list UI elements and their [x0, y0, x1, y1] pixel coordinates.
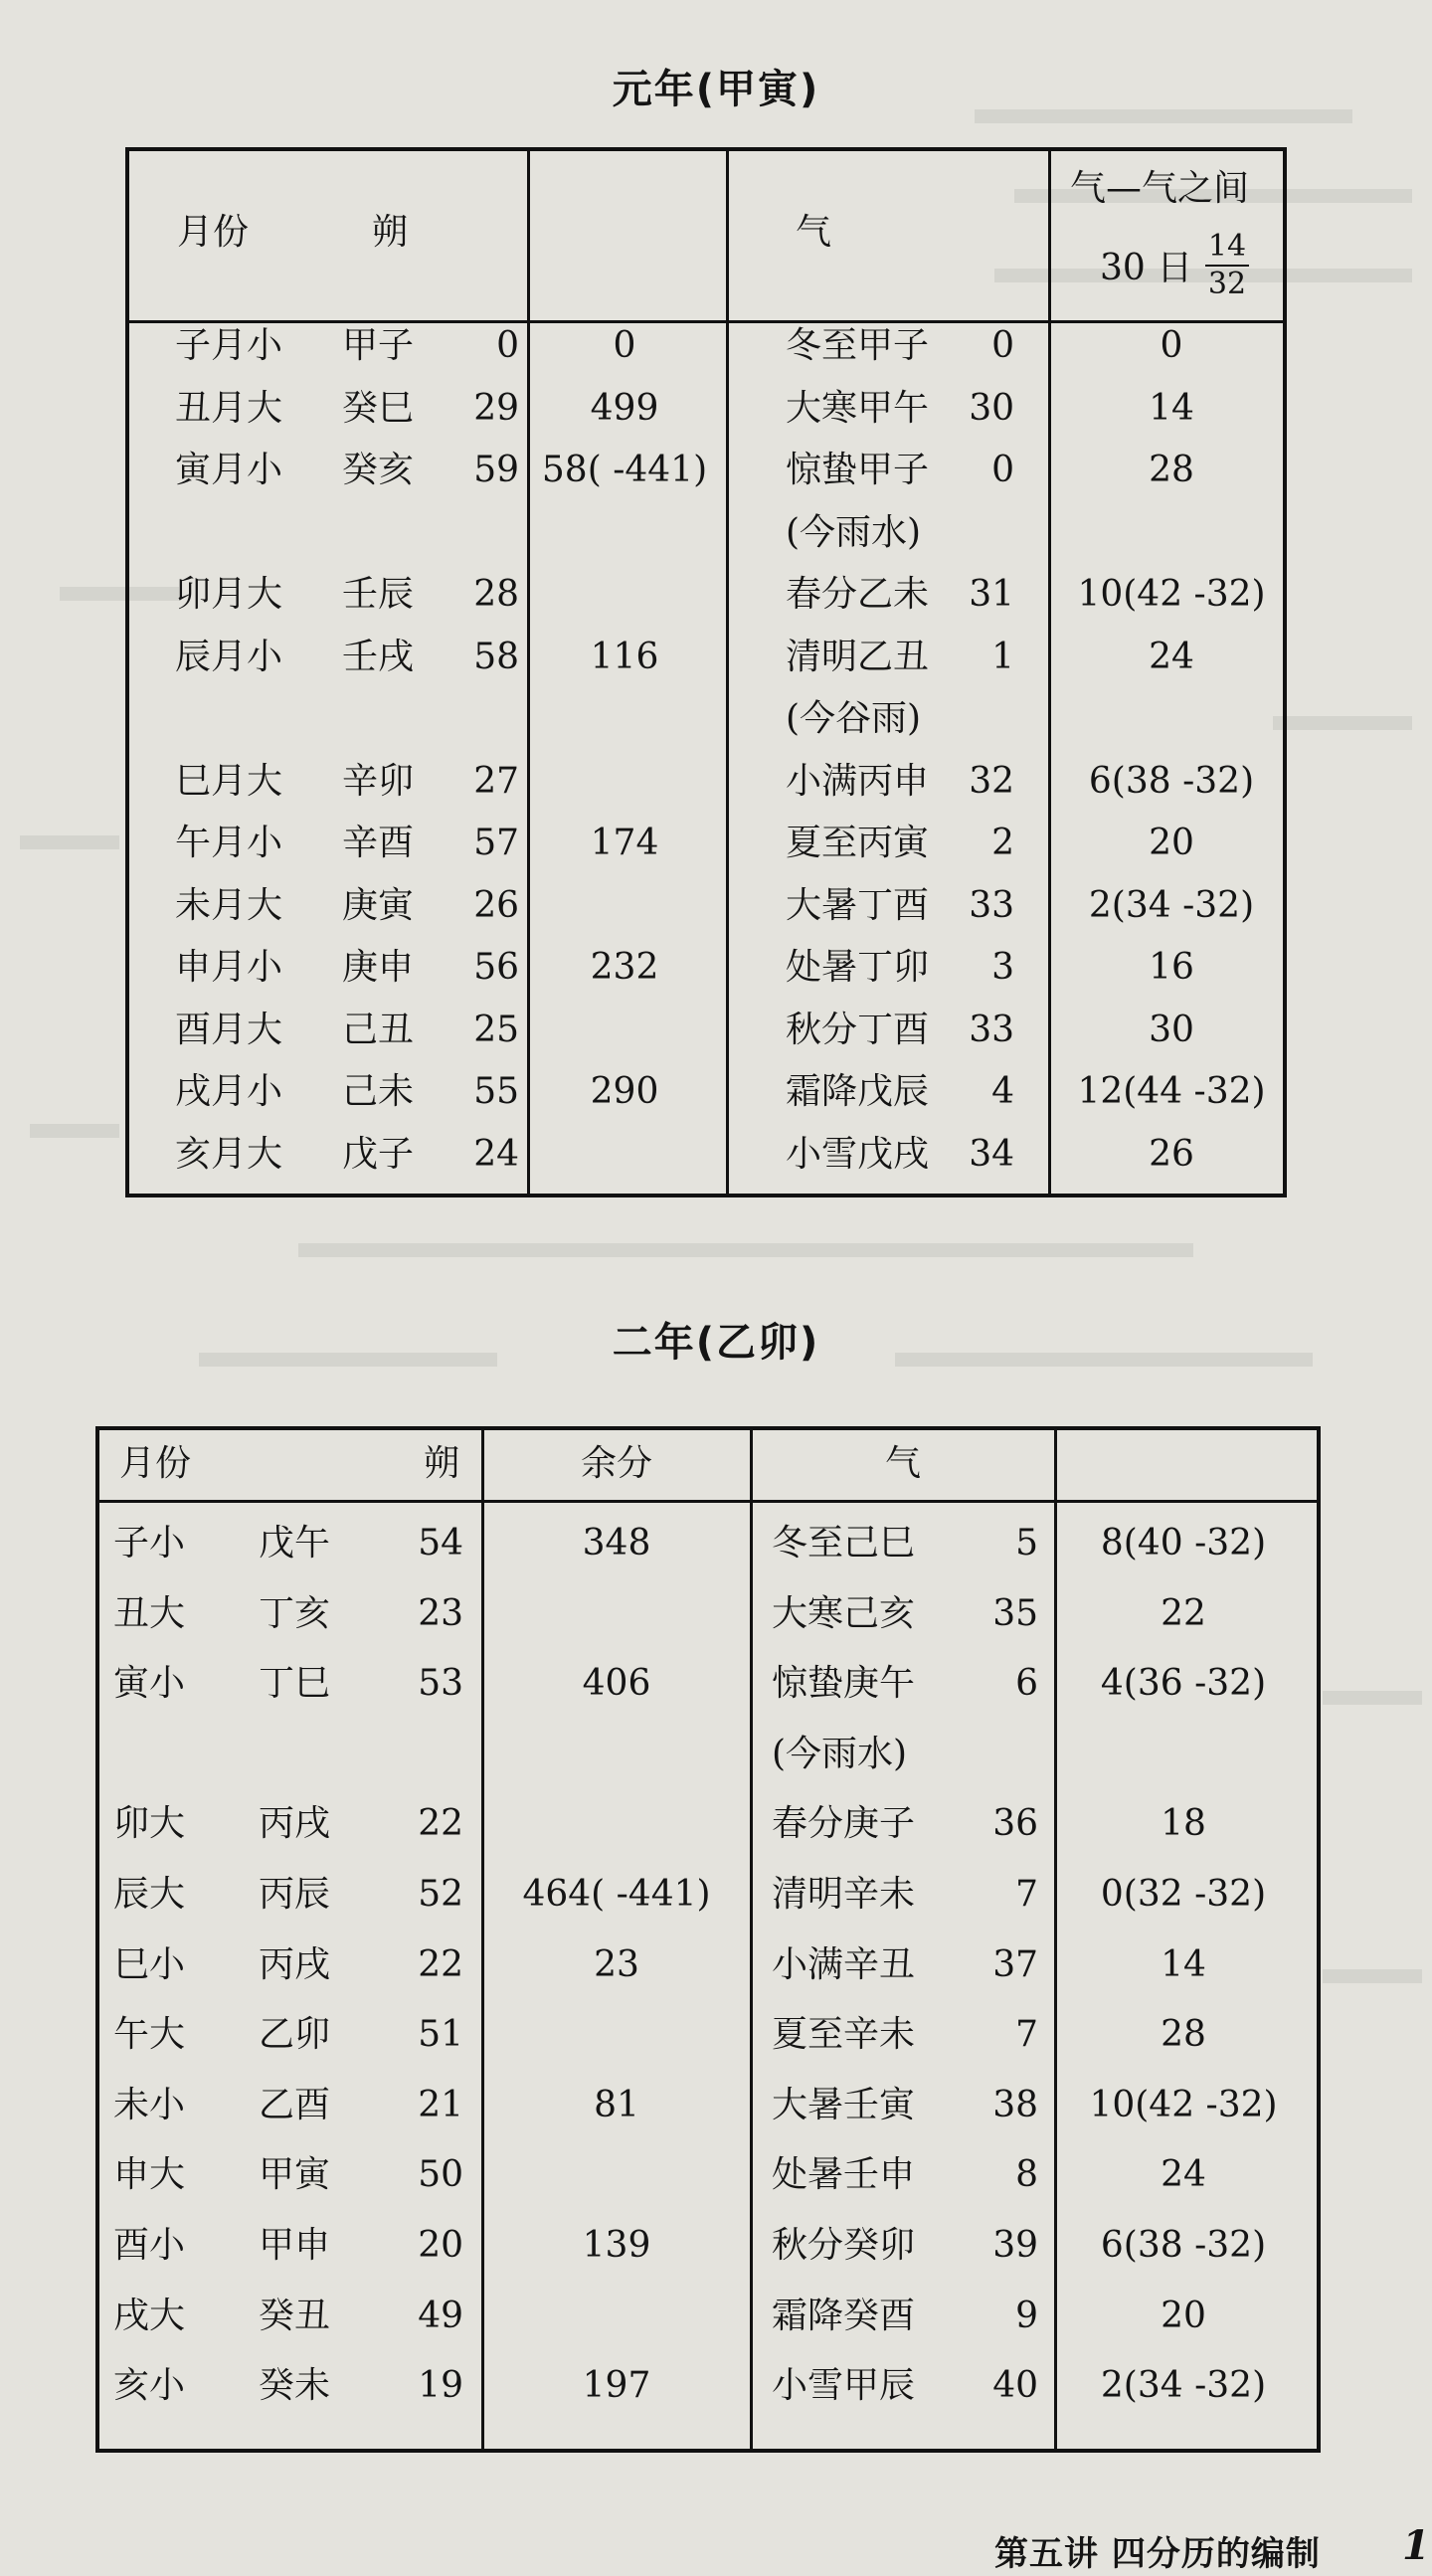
cell-qi-n: 32: [969, 760, 1014, 802]
cell-qi-n: 2: [991, 823, 1014, 863]
cell-shuo-n: 56: [473, 947, 519, 988]
cell-interval: 4(36 -32): [1100, 1663, 1267, 1705]
cell-qi: 冬至甲子: [786, 325, 930, 366]
cell-qi-n: 30: [969, 387, 1014, 429]
cell-shuo-gz: 戊子: [342, 1133, 415, 1175]
cell-qi-n: 0: [991, 325, 1014, 366]
cell-month: 卯月大: [175, 574, 283, 615]
cell-yufen: 174: [590, 823, 659, 863]
cell-qi-n: 38: [992, 2084, 1038, 2125]
cell-shuo-gz: 壬辰: [342, 574, 415, 615]
cell-interval: 0(32 -32): [1100, 1874, 1267, 1915]
cell-month: 申月小: [175, 947, 283, 988]
cell-shuo-n: 22: [418, 1803, 463, 1845]
cell-shuo-n: 52: [418, 1874, 463, 1915]
cell-shuo-gz: 庚申: [342, 947, 415, 988]
cell-shuo-n: 51: [418, 2014, 463, 2056]
table1: [125, 147, 1287, 1197]
cell-shuo-n: 54: [418, 1523, 463, 1564]
cell-month: 丑大: [113, 1592, 186, 1634]
cell-shuo-n: 53: [418, 1663, 463, 1705]
cell-qi: 大寒甲午: [786, 387, 930, 429]
cell-qi-n: 35: [992, 1592, 1038, 1634]
cell-qi: 大寒己亥: [772, 1592, 916, 1634]
cell-shuo-gz: 癸巳: [342, 387, 415, 429]
cell-yufen: 81: [594, 2084, 639, 2125]
cell-shuo-n: 28: [473, 574, 519, 615]
cell-qi: 冬至己巳: [772, 1523, 916, 1564]
header-interval-fraction: [1205, 231, 1249, 300]
col-divider: [481, 1430, 484, 2449]
cell-yufen: 23: [594, 1943, 639, 1985]
cell-shuo-gz: 癸未: [259, 2365, 331, 2407]
cell-qi: 大暑壬寅: [772, 2084, 916, 2125]
cell-interval: 22: [1161, 1592, 1206, 1634]
cell-shuo-n: 57: [473, 823, 519, 863]
cell-qi: 春分庚子: [772, 1803, 916, 1845]
header-month: 月份: [119, 1443, 192, 1484]
cell-qi: 小雪甲辰: [772, 2365, 916, 2407]
cell-shuo-gz: 辛酉: [342, 823, 415, 863]
cell-yufen: 464( -441): [522, 1874, 711, 1915]
cell-qi-n: 1: [991, 636, 1014, 677]
cell-qi: 夏至丙寅: [786, 823, 930, 863]
cell-yufen: 139: [582, 2225, 651, 2266]
cell-interval: 14: [1161, 1943, 1206, 1985]
cell-shuo-gz: 丙戌: [259, 1803, 331, 1845]
cell-qi: 霜降戊辰: [786, 1071, 930, 1112]
cell-qi: 霜降癸酉: [772, 2295, 916, 2336]
header-divider: [129, 320, 1283, 323]
cell-shuo-n: 24: [473, 1133, 519, 1175]
col-divider: [1054, 1430, 1057, 2449]
cell-month: 酉小: [113, 2225, 186, 2266]
cell-shuo-gz: 甲子: [342, 325, 415, 366]
cell-shuo-n: 58: [473, 636, 519, 677]
cell-shuo-n: 20: [418, 2225, 463, 2266]
cell-month: 午月小: [175, 823, 283, 863]
cell-shuo-gz: 丁巳: [259, 1663, 331, 1705]
header-shuo: 朔: [424, 1443, 460, 1484]
header-month: 月份: [177, 212, 250, 253]
cell-month: 丑月大: [175, 387, 283, 429]
cell-shuo-gz: 癸亥: [342, 450, 415, 490]
cell-interval: 20: [1161, 2295, 1206, 2336]
cell-month: 未月大: [175, 884, 283, 926]
cell-shuo-gz: 乙卯: [259, 2014, 331, 2056]
cell-shuo-n: 19: [418, 2365, 463, 2407]
cell-shuo-n: 0: [496, 325, 519, 366]
cell-qi: 秋分丁酉: [786, 1009, 930, 1050]
cell-qi-n: 39: [992, 2225, 1038, 2266]
cell-qi-n: 9: [1015, 2295, 1038, 2336]
cell-shuo-n: 26: [473, 884, 519, 926]
col-divider: [527, 151, 530, 1194]
table2-title: 二年(乙卯): [612, 1320, 820, 1366]
cell-shuo-gz: 丙辰: [259, 1874, 331, 1915]
cell-interval: 24: [1161, 2154, 1206, 2196]
cell-qi-n: 37: [992, 1943, 1038, 1985]
cell-interval: 6(38 -32): [1100, 2225, 1267, 2266]
cell-shuo-gz: 甲申: [259, 2225, 331, 2266]
cell-qi-n: 34: [969, 1133, 1014, 1175]
cell-qi: 处暑丁卯: [786, 947, 930, 988]
cell-interval: 18: [1161, 1803, 1206, 1845]
cell-shuo-gz: 癸丑: [259, 2295, 331, 2336]
cell-qi: 夏至辛未: [772, 2014, 916, 2056]
cell-qi-n: 33: [969, 1009, 1014, 1050]
cell-qi: 处暑壬申: [772, 2154, 916, 2196]
running-footer: 第五讲 四分历的编制: [994, 2534, 1321, 2574]
header-interval-days: 30 日: [1100, 248, 1193, 288]
cell-month: 戌月小: [175, 1071, 283, 1112]
cell-qi: 惊蛰甲子: [786, 450, 930, 490]
cell-qi-n: 36: [992, 1803, 1038, 1845]
fraction-numerator: 14: [1207, 229, 1247, 264]
cell-yufen: 232: [590, 947, 659, 988]
cell-qi: 大暑丁酉: [786, 884, 930, 926]
cell-month: 申大: [113, 2154, 186, 2196]
cell-yufen: 58( -441): [541, 450, 708, 490]
cell-interval: 2(34 -32): [1100, 2365, 1267, 2407]
cell-qi-n: 4: [991, 1071, 1014, 1112]
cell-month: 未小: [113, 2084, 186, 2125]
cell-month: 辰月小: [175, 636, 283, 677]
cell-interval: 28: [1149, 450, 1194, 490]
cell-shuo-n: 23: [418, 1592, 463, 1634]
cell-qi-n: 7: [1015, 2014, 1038, 2056]
cell-qi: 秋分癸卯: [772, 2225, 916, 2266]
cell-interval: 2(34 -32): [1088, 884, 1255, 926]
cell-shuo-n: 21: [418, 2084, 463, 2125]
cell-yufen: 0: [613, 325, 636, 366]
cell-qi: 小满丙申: [786, 760, 930, 802]
cell-shuo-gz: 戊午: [259, 1523, 331, 1564]
cell-interval: 14: [1149, 387, 1194, 429]
header-qi: 气: [885, 1443, 922, 1484]
cell-qi: 小雪戊戌: [786, 1133, 930, 1175]
cell-interval: 6(38 -32): [1088, 760, 1255, 802]
cell-shuo-gz: 己未: [342, 1071, 415, 1112]
cell-shuo-gz: 壬戌: [342, 636, 415, 677]
cell-shuo-gz: 乙酉: [259, 2084, 331, 2125]
header-divider: [99, 1500, 1317, 1503]
cell-interval: 8(40 -32): [1100, 1523, 1267, 1564]
cell-month: 寅月小: [175, 450, 283, 490]
cell-month: 午大: [113, 2014, 186, 2056]
cell-shuo-n: 22: [418, 1943, 463, 1985]
cell-yufen: 197: [582, 2365, 651, 2407]
col-divider: [750, 1430, 753, 2449]
cell-yufen: 116: [590, 636, 659, 677]
cell-shuo-n: 25: [473, 1009, 519, 1050]
cell-qi-n: 0: [991, 450, 1014, 490]
cell-qi-n: 5: [1015, 1523, 1038, 1564]
cell-shuo-gz: 甲寅: [259, 2154, 331, 2196]
cell-interval: 12(44 -32): [1077, 1071, 1266, 1112]
cell-qi: 惊蛰庚午: [772, 1663, 916, 1705]
cell-interval: 20: [1149, 823, 1194, 863]
cell-month: 辰大: [113, 1874, 186, 1915]
cell-shuo-gz: 丙戌: [259, 1943, 331, 1985]
cell-month: 酉月大: [175, 1009, 283, 1050]
cell-interval: 30: [1149, 1009, 1194, 1050]
cell-qi: 清明乙丑: [786, 636, 930, 677]
cell-shuo-n: 27: [473, 760, 519, 802]
cell-qi: (今雨水): [786, 511, 922, 553]
cell-qi-n: 33: [969, 884, 1014, 926]
cell-qi-n: 3: [991, 947, 1014, 988]
cell-qi: 清明辛未: [772, 1874, 916, 1915]
cell-qi: 小满辛丑: [772, 1943, 916, 1985]
col-divider: [726, 151, 729, 1194]
cell-interval: 10(42 -32): [1089, 2084, 1278, 2125]
page-number: 1: [1402, 2522, 1430, 2569]
fraction-denominator: 32: [1207, 267, 1247, 301]
cell-interval: 0: [1160, 325, 1183, 366]
cell-interval: 10(42 -32): [1077, 574, 1266, 615]
header-shuo: 朔: [372, 212, 409, 253]
cell-month: 寅小: [113, 1663, 186, 1705]
cell-qi: 春分乙未: [786, 574, 930, 615]
cell-shuo-n: 29: [473, 387, 519, 429]
cell-shuo-n: 49: [418, 2295, 463, 2336]
cell-yufen: 406: [582, 1663, 651, 1705]
cell-month: 子月小: [175, 325, 283, 366]
cell-month: 戌大: [113, 2295, 186, 2336]
cell-qi-n: 7: [1015, 1874, 1038, 1915]
cell-month: 卯大: [113, 1803, 186, 1845]
cell-month: 亥月大: [175, 1133, 283, 1175]
cell-month: 亥小: [113, 2365, 186, 2407]
cell-month: 巳月大: [175, 760, 283, 802]
cell-shuo-gz: 庚寅: [342, 884, 415, 926]
header-interval: 气—气之间: [1070, 168, 1250, 209]
cell-shuo-n: 50: [418, 2154, 463, 2196]
cell-shuo-n: 59: [473, 450, 519, 490]
cell-qi-n: 40: [992, 2365, 1038, 2407]
header-yufen: 余分: [580, 1443, 653, 1484]
cell-interval: 24: [1149, 636, 1194, 677]
cell-shuo-gz: 丁亥: [259, 1592, 331, 1634]
cell-month: 巳小: [113, 1943, 186, 1985]
cell-qi-n: 6: [1015, 1663, 1038, 1705]
cell-interval: 28: [1161, 2014, 1206, 2056]
cell-yufen: 290: [590, 1071, 659, 1112]
cell-month: 子小: [113, 1523, 186, 1564]
table1-title: 元年(甲寅): [612, 67, 820, 112]
cell-yufen: 499: [590, 387, 659, 429]
table2: [95, 1426, 1321, 2453]
cell-qi-n: 8: [1015, 2154, 1038, 2196]
header-qi: 气: [796, 212, 832, 253]
cell-interval: 26: [1149, 1133, 1194, 1175]
cell-yufen: 348: [582, 1523, 651, 1564]
col-divider: [1048, 151, 1051, 1194]
cell-interval: 16: [1149, 947, 1194, 988]
cell-qi-n: 31: [969, 574, 1014, 615]
cell-qi: (今谷雨): [786, 698, 922, 739]
cell-shuo-n: 55: [473, 1071, 519, 1112]
cell-qi: (今雨水): [772, 1733, 908, 1774]
cell-shuo-gz: 己丑: [342, 1009, 415, 1050]
cell-shuo-gz: 辛卯: [342, 760, 415, 802]
